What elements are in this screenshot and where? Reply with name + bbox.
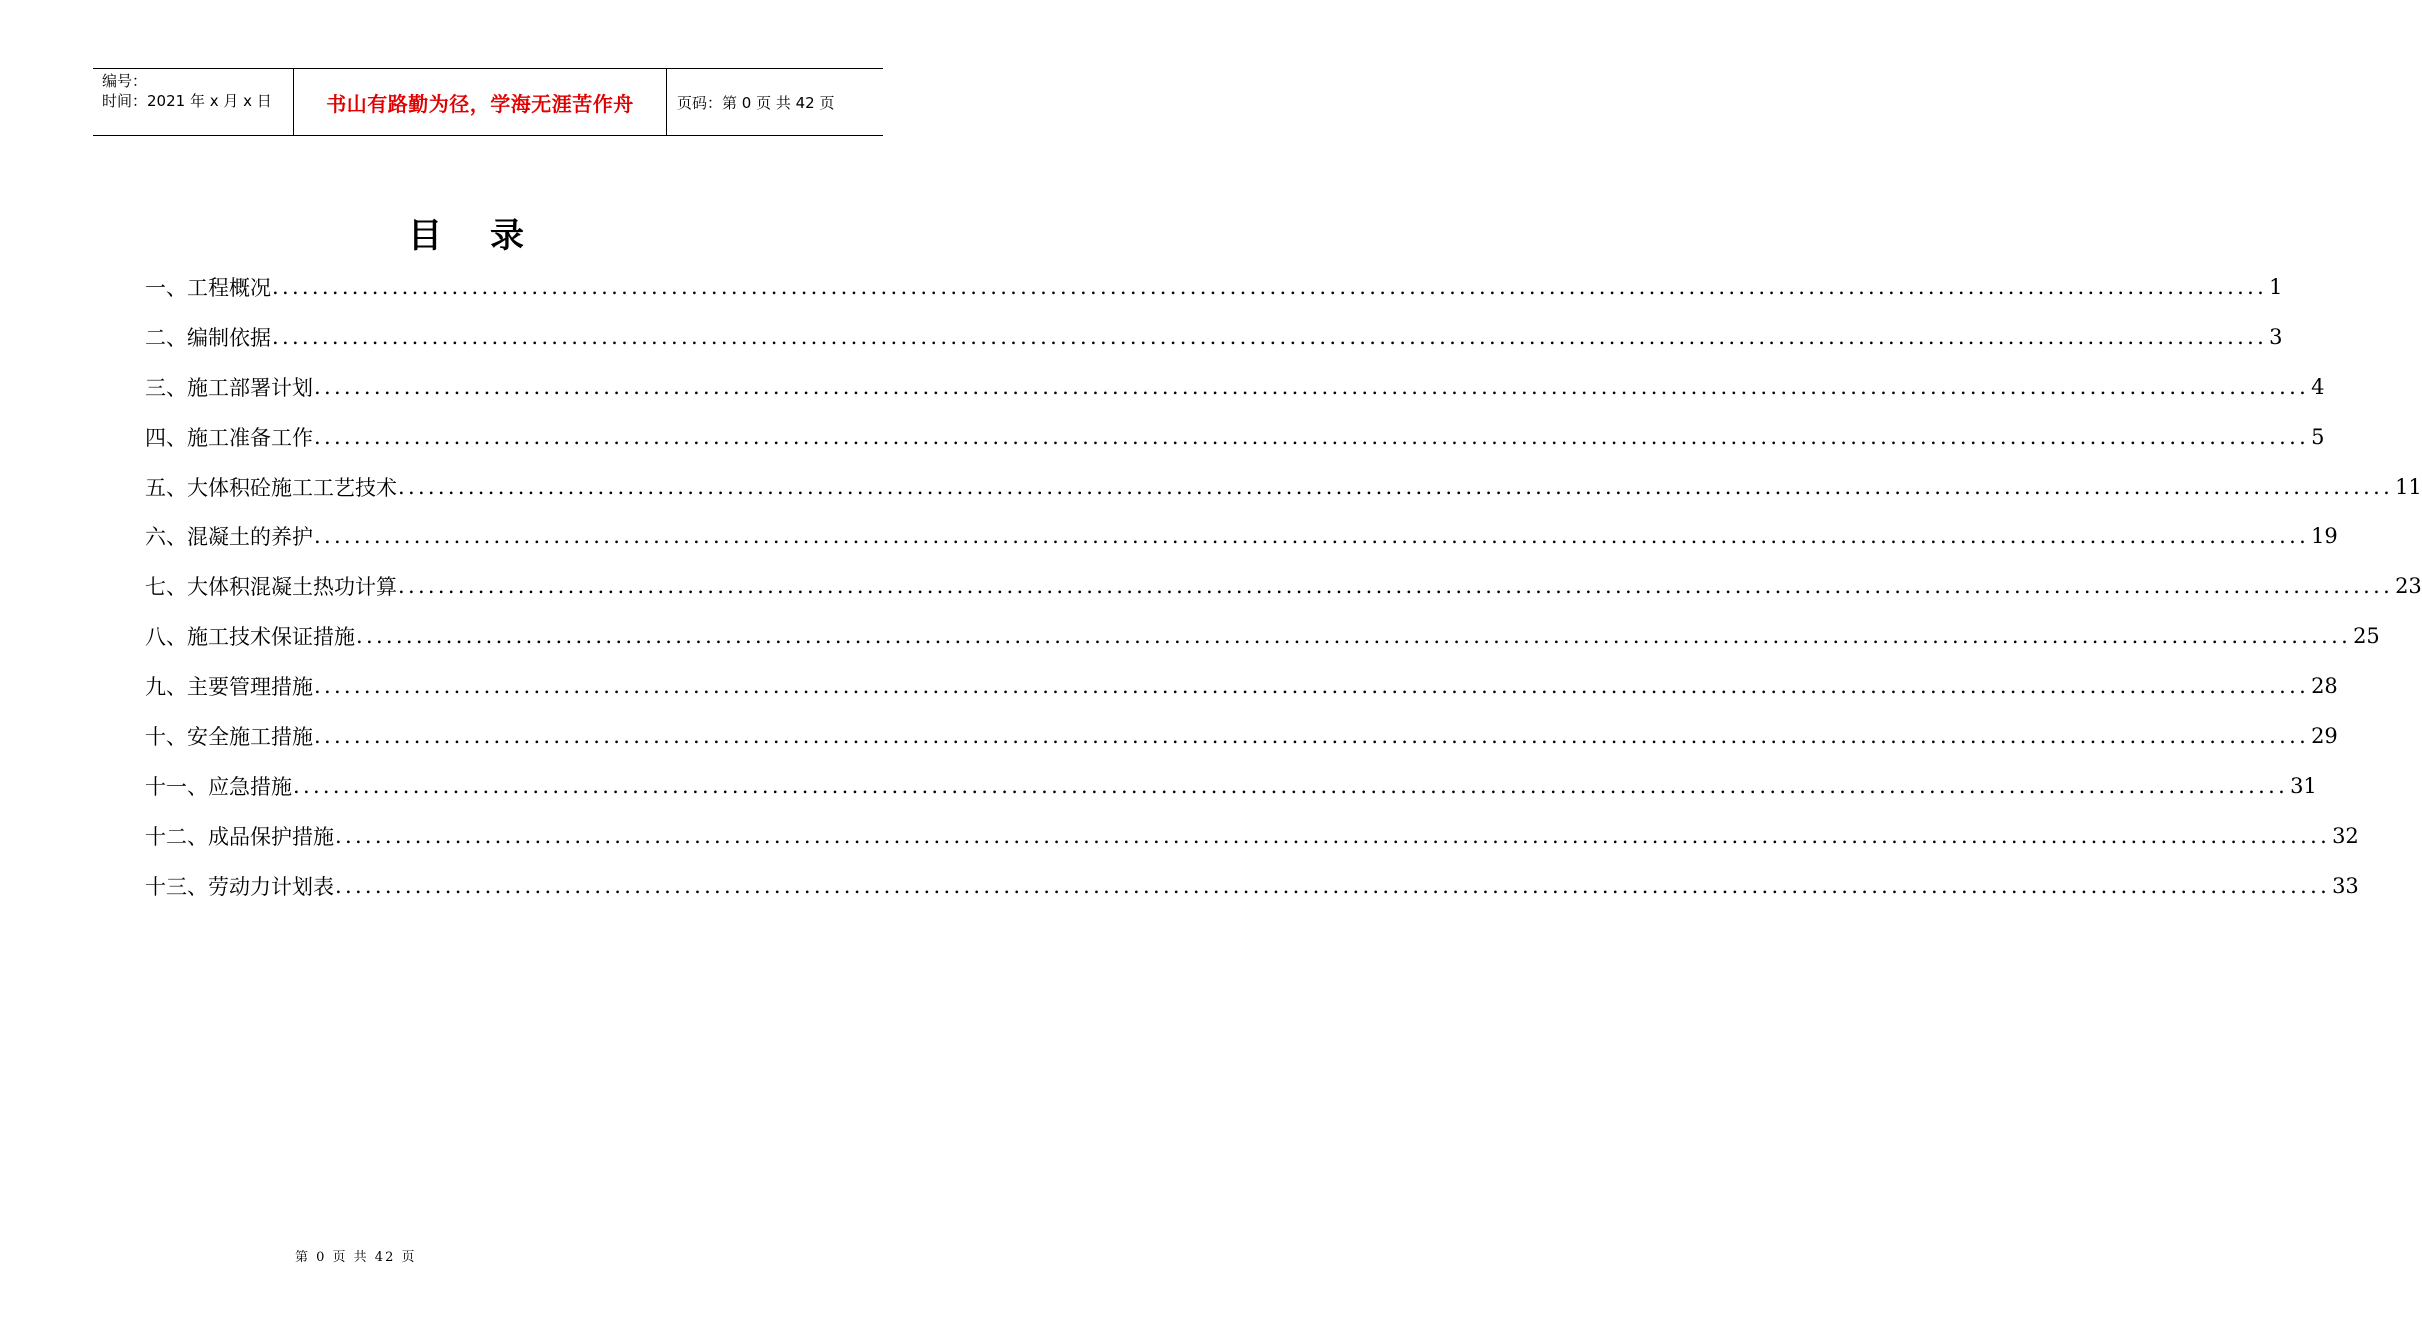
toc-leader-dots: ........................................................................................................................................................................................................	[314, 723, 2310, 748]
toc-entry-label: 十三、劳动力计划表	[145, 874, 334, 899]
toc-leader-dots: ........................................................................................................................................................................................................	[272, 274, 2268, 299]
toc-entry-page: 25	[2353, 624, 2380, 649]
toc-entry-label: 十二、成品保护措施	[145, 824, 334, 849]
toc-entry-page: 3	[2269, 324, 2283, 349]
toc-entry[interactable]	[145, 362, 2325, 412]
toc-entry-label: 五、大体积砼施工工艺技术	[145, 475, 397, 500]
toc-entry-page: 28	[2311, 674, 2338, 699]
toc-leader-dots: ........................................................................................................................................................................................................	[398, 474, 2394, 499]
toc-leader-dots: ........................................................................................................................................................................................................	[314, 524, 2310, 549]
toc-entry[interactable]	[145, 511, 2338, 561]
toc-entry-label: 七、大体积混凝土热功计算	[145, 575, 397, 600]
document-time-label: 时间：2021 年 x 月 x 日	[102, 92, 272, 110]
toc-entry-label: 六、混凝土的养护	[145, 525, 313, 550]
toc-leader-dots: ........................................................................................................................................................................................................	[314, 374, 2310, 399]
header-page-info: 页码：第 0 页 共 42 页	[677, 93, 835, 112]
toc-entry-page: 29	[2311, 723, 2338, 748]
toc-entry-label: 十一、应急措施	[145, 774, 292, 799]
toc-entry[interactable]	[145, 412, 2325, 462]
toc-entry-page: 5	[2311, 424, 2325, 449]
toc-entry-page: 1	[2269, 274, 2283, 299]
toc-entry-page: 23	[2395, 574, 2422, 599]
toc-entry-page: 33	[2332, 873, 2359, 898]
toc-entry-label: 四、施工准备工作	[145, 425, 313, 450]
toc-entry[interactable]	[145, 661, 2338, 711]
header-meta-cell	[93, 69, 294, 135]
toc-entry[interactable]	[145, 462, 2422, 512]
header-page-cell	[667, 69, 883, 135]
header-motto-cell	[294, 69, 667, 135]
toc-leader-dots: ........................................................................................................................................................................................................	[314, 424, 2310, 449]
toc-leader-dots: ........................................................................................................................................................................................................	[272, 324, 2268, 349]
toc-leader-dots: ........................................................................................................................................................................................................	[335, 823, 2331, 848]
page-title: 目录	[408, 216, 572, 256]
toc-entry-label: 十、安全施工措施	[145, 724, 313, 749]
toc-entry-label: 八、施工技术保证措施	[145, 625, 355, 650]
toc-leader-dots: ........................................................................................................................................................................................................	[335, 873, 2331, 898]
toc-entry[interactable]	[145, 811, 2359, 861]
toc-entry[interactable]	[145, 861, 2359, 911]
toc-entry-page: 11	[2395, 474, 2422, 499]
toc-entry[interactable]	[145, 761, 2317, 811]
header-motto: 书山有路勤为径，学海无涯苦作舟	[326, 91, 634, 116]
toc-entry-label: 一、工程概况	[145, 275, 271, 300]
toc-entry[interactable]	[145, 262, 2283, 312]
toc-entry-page: 4	[2311, 374, 2325, 399]
toc-entry[interactable]	[145, 711, 2338, 761]
toc-leader-dots: ........................................................................................................................................................................................................	[356, 624, 2352, 649]
toc-entry-page: 19	[2311, 524, 2338, 549]
toc-entry-label: 二、编制依据	[145, 325, 271, 350]
toc-leader-dots: ........................................................................................................................................................................................................	[398, 574, 2394, 599]
page-header	[93, 68, 883, 136]
document-number-label: 编号：	[102, 72, 148, 90]
toc-leader-dots: ........................................................................................................................................................................................................	[293, 773, 2289, 798]
table-of-contents	[145, 262, 2422, 911]
page-footer: 第 0 页 共 42 页	[295, 1250, 417, 1265]
toc-leader-dots: ........................................................................................................................................................................................................	[314, 674, 2310, 699]
toc-entry-page: 31	[2290, 773, 2317, 798]
toc-entry[interactable]	[145, 312, 2283, 362]
toc-entry-page: 32	[2332, 823, 2359, 848]
toc-entry[interactable]	[145, 561, 2422, 611]
toc-entry-label: 九、主要管理措施	[145, 675, 313, 700]
toc-entry[interactable]	[145, 611, 2380, 661]
toc-entry-label: 三、施工部署计划	[145, 375, 313, 400]
